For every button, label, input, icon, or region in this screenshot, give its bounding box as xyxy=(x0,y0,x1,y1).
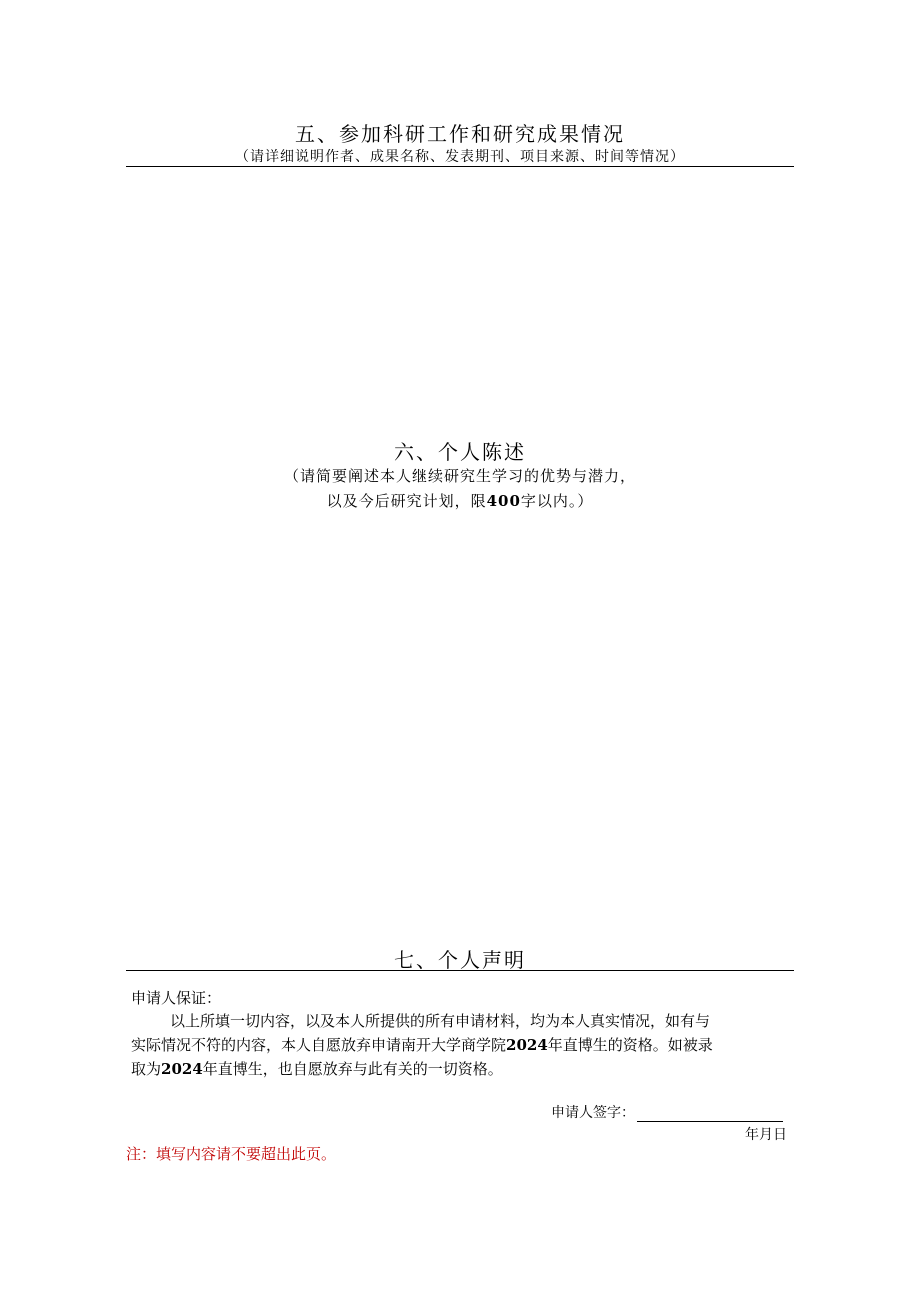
declaration-line-2-post: 年直博生的资格。如被录 xyxy=(547,1036,713,1054)
section6-subtitle-line2-pre: 以及今后研究计划，限 xyxy=(326,492,487,510)
declaration-line-2 xyxy=(131,1034,713,1055)
section7-title: 七、个人声明 xyxy=(394,948,526,972)
section5-subtitle: （请详细说明作者、成果名称、发表期刊、项目来源、时间等情况） xyxy=(235,149,685,165)
declaration-line-2-pre: 实际情况不符的内容，本人自愿放弃申请南开大学商学院 xyxy=(131,1036,507,1054)
signature-line[interactable] xyxy=(637,1107,783,1122)
section7-divider xyxy=(126,970,794,971)
section6-title: 六、个人陈述 xyxy=(394,440,526,464)
signature-row xyxy=(551,1102,783,1122)
section5-title: 五、参加科研工作和研究成果情况 xyxy=(295,122,625,146)
declaration-line-1: 以上所填一切内容，以及本人所提供的所有申请材料，均为本人真实情况，如有与 xyxy=(170,1012,711,1030)
declaration-line-3 xyxy=(131,1058,503,1079)
section6-subtitle-line2 xyxy=(0,490,920,511)
date-label: 年月日 xyxy=(745,1127,787,1143)
page-note: 注：填写内容请不要超出此页。 xyxy=(126,1145,337,1163)
section5-divider xyxy=(126,166,794,167)
section6-subtitle-line2-post: 字以内。） xyxy=(520,492,594,510)
section6-subtitle-line1: （请简要阐述本人继续研究生学习的优势与潜力， xyxy=(283,467,636,485)
section6-word-limit: 400 xyxy=(486,492,521,510)
signature-label: 申请人签字： xyxy=(551,1105,635,1121)
declaration-year: 2024 xyxy=(506,1036,548,1054)
declaration-year-2: 2024 xyxy=(161,1060,203,1078)
declaration-line-3-pre: 取为 xyxy=(131,1060,162,1078)
declaration-line-3-post: 年直博生，也自愿放弃与此有关的一切资格。 xyxy=(202,1060,503,1078)
guarantee-label: 申请人保证： xyxy=(131,989,222,1007)
